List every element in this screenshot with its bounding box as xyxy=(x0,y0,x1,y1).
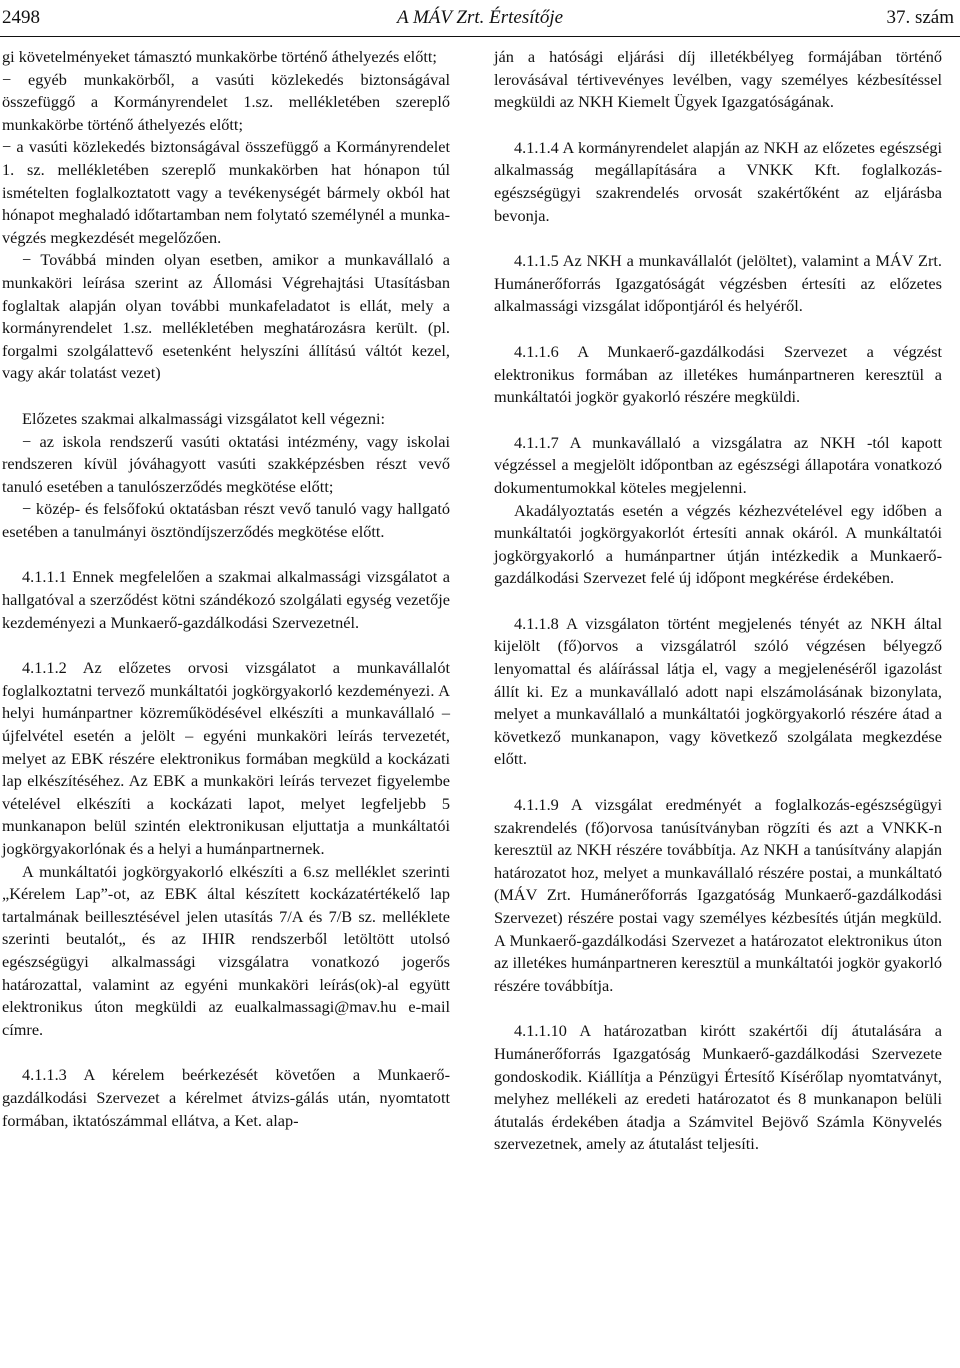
section-4-1-1-5: 4.1.1.5 Az NKH a munkavállalót (jelöltet), valamint a MÁV Zrt. Humánerőforrás Igazgatóságát végzésben értesíti az előzetes alkalmassági vizsgálat időpontjáról és helyéről. xyxy=(494,251,942,316)
paragraph: − Továbbá minden olyan esetben, amikor a munkavállaló a munkaköri leírása szerint az Állomási Végrehajtási Utasításban foglaltak alapján olyan további munkafeladatot is ellát, mely a kormányrendelet 1.sz. mellékletében meghatározásra került. (pl. forgalmi szolgálattevő esetenként helyszíni állítású váltót kezel, vagy akár tolatást vezet) xyxy=(2,250,450,383)
section-4-1-1-9: 4.1.1.9 A vizsgálat eredményét a foglalkozás-egészségügyi szakrendelés (fő)orvosa tanúsítványban rögzíti és azt a VNKK-n keresztül az NKH részére továbbítja. Az NKH a tanúsítvány alapján határozatot hoz, melyet a munkavállaló részére postai, a munkáltató (MÁV Zrt. Humánerőforrás Igazgatóság Munkaerő-gazdálkodási Szervezet) részére postai vagy személyes kézbesítés útján megküld. A Munkaerő-gazdálkodási Szervezet a határozatot elektronikus úton az illetékes humánpartneren keresztül a munkáltatói jogkör gyakorló részére továbbítja. xyxy=(494,795,942,995)
paragraph: − a vasúti közlekedés biztonságával összefüggő a Kormányrendelet 1. sz. mellékletében szereplő munkakörben hat hónapon túl ismételten foglalkoztatott vagy a tevékenységét bármely okból hat hónapot meghaladó időtartamban nem folytató személynél a munka-végzés megkezdését megelőzően. xyxy=(2,137,450,247)
section-4-1-1-1: 4.1.1.1 Ennek megfelelően a szakmai alkalmassági vizsgálatot a hallgatóval a szerződést kötni szándékozó szolgálati egység vezetője kezdeményezi a Munkaerő-gazdálkodási Szervezetnél. xyxy=(2,567,450,632)
paragraph: − egyéb munkakörből, a vasúti közlekedés biztonságával összefüggő a Kormányrendelet 1.sz. mellékletében szereplő munkakörbe történő áthelyezés előtt; xyxy=(2,69,450,134)
page-number: 2498 xyxy=(2,7,40,28)
section-4-1-1-4: 4.1.1.4 A kormányrendelet alapján az NKH az előzetes egészségi alkalmasság megállapítására a VNKK Kft. foglalkozás-egészségügyi szakrendelés orvosát szakértőként az eljárásba bevonja. xyxy=(494,137,942,225)
paragraph: A munkáltatói jogkörgyakorló elkészíti a 6.sz melléklet szerinti „Kérelem Lap”-ot, az EBK által készített kockázatértékelő lap tartalmának beillesztésével jelen utasítás 7/A és 7/B sz. melléklete szerinti beutalót„ és az IHIR rendszerből letöltött utolsó egészségügyi alkalmassági vizsgálatra vonatkozó jogerős határozattal, valamint az egyéni munkaköri leírás(ok)-al együtt elektronikus úton megküldi az eualkalmassagi@mav.hu e-mail címre. xyxy=(2,861,450,1039)
section-4-1-1-10: 4.1.1.10 A határozatban kirótt szakértői díj átutalására a Humánerőforrás Igazgatóság Munkaerő-gazdálkodási Szervezete gondoskodik. Kiállítja a Pénzügyi Értesítő Kísérőlap nyomtatványt, melyhez mellékeli az eredeti határozatot és 8 munkanapon belüli átutalás érdekében átadja a Számvitel Bejövő Számla Könyvelés szervezetnek, amely az átutalást teljesíti. xyxy=(494,1021,942,1154)
left-column xyxy=(2,46,450,1132)
paragraph: − az iskola rendszerű vasúti oktatási intézmény, vagy iskolai rendszeren kívül jóváhagyott vasúti szakképzésben részt vevő tanuló esetében a tanulószerződés megkötése előtt; xyxy=(2,431,450,496)
paragraph: Akadályoztatás esetén a végzés kézhezvételével egy időben a munkáltatói jogkörgyakorlót értesíti annak okáról. A munkáltatói jogkörgyakorló a humánpartner útján intézkedik a Munkaerő-gazdálkodási Szervezet felé új időpont megkérése érdekében. xyxy=(494,500,942,588)
publication-title: A MÁV Zrt. Értesítője xyxy=(396,7,564,28)
section-4-1-1-2: 4.1.1.2 Az előzetes orvosi vizsgálatot a munkavállalót foglalkoztatni tervező munkáltatói jogkörgyakorló kezdeményezi. A helyi humánpartner közreműködésével elkészíti a munkavállaló – újfelvétel esetén a jelölt – egyéni munkaköri leírás tervezetét, melyet az EBK részére elektronikus formában megküld a kockázati lap elkészítéséhez. Az EBK a munkaköri leírás tervezet figyelembe vételével elkészíti a kockázati lapot, melyet legfeljebb 5 munkanapon belül szintén elektronikusan eljuttatja a munkáltatói jogkörgyakorlónak és a helyi a humánpartnernek. xyxy=(2,658,450,858)
section-4-1-1-6: 4.1.1.6 A Munkaerő-gazdálkodási Szervezet a végzést elektronikus formában az illetékes humánpartneren keresztül a munkáltatói jogkör gyakorló részére megküldi. xyxy=(494,341,942,407)
issue-number: 37. szám xyxy=(886,7,954,28)
header-rule xyxy=(0,36,960,37)
paragraph: ján a hatósági eljárási díj illetékbélyeg formájában történő lerovásával tértivevényes levélben, vagy személyes kézbesítéssel megküldi az NKH Kiemelt Ügyek Igazgatóságának. xyxy=(494,47,942,112)
paragraph: − közép- és felsőfokú oktatásban részt vevő tanuló vagy hallgató esetében a tanulmányi ösztöndíjszerződés megkötése előtt. xyxy=(2,499,450,541)
paragraph: Előzetes szakmai alkalmassági vizsgálatot kell végezni: xyxy=(22,408,386,428)
paragraph: gi követelményeket támasztó munkakörbe történő áthelyezés előtt; xyxy=(2,47,437,66)
right-column xyxy=(494,46,942,1156)
section-4-1-1-8: 4.1.1.8 A vizsgálaton történt megjelenés tényét az NKH által kijelölt (fő)orvos a vizsgálatról szóló végzésen bélyegző lenyomattal és aláírással látja el, vagy a megjelenéséről igazolást állít ki. Ez a munkavállaló adott napi elszámolásának bizonylata, melyet a munkavállaló a munkáltatói jogkörgyakorló részére átad a következő munkanapon, vagy következő szolgálata megkezdése előtt. xyxy=(494,613,942,769)
page-header xyxy=(0,4,960,32)
section-4-1-1-7: 4.1.1.7 A munkavállaló a vizsgálatra az NKH -tól kapott végzéssel a megjelölt időpontban az egészségi állapotára vonatkozó dokumentumokkal köteles megjelenni. xyxy=(494,432,942,497)
section-4-1-1-3: 4.1.1.3 A kérelem beérkezését követően a Munkaerő-gazdálkodási Szervezet a kérelmet átvizs-gálás után, nyomtatott formában, iktatószámmal ellátva, a Ket. alap- xyxy=(2,1065,450,1130)
